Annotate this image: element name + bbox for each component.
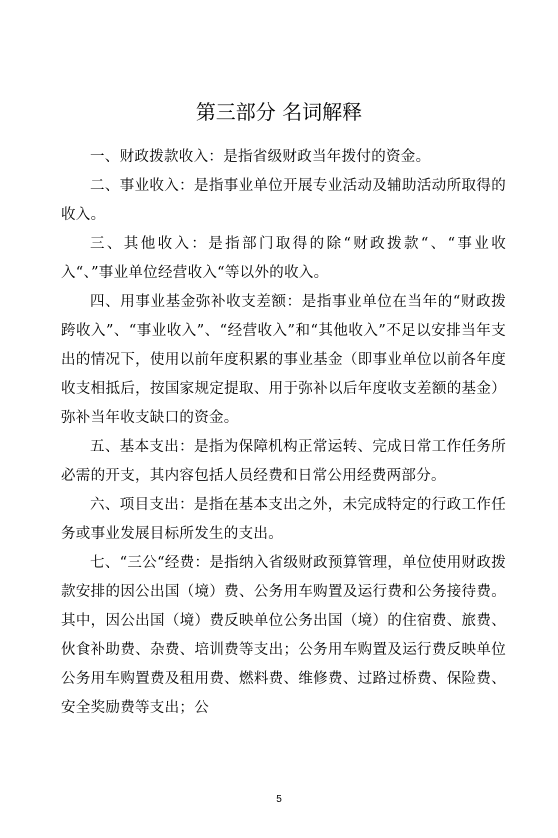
paragraph-project-expenditure: 六、项目支出：是指在基本支出之外，未完成特定的行政工作任务或事业发展目标所发生的支出。 bbox=[61, 497, 506, 542]
section-title: 第三部分 名词解释 bbox=[195, 100, 363, 124]
paragraph-other-income: 三、其他收入：是指部门取得的除“财政拨款“、“事业收入“、”事业单位经营收入“等以外的收入。 bbox=[61, 236, 506, 281]
paragraph-business-fund-supplement: 四、用事业基金弥补收支差额：是指事业单位在当年的“财政拨跨收入”、“事业收入”、“经营收入”和“其他收入”不足以安排当年支出的情况下，使用以前年度积累的事业基金（即事业单位以前各年度收支相抵后，按国家规定提取、用于弥补以后年度收支差额的基金）弥补当年收支缺口的资金。 bbox=[61, 294, 506, 426]
paragraph-fiscal-appropriation-income: 一、财政拨款收入：是指省级财政当年拨付的资金。 bbox=[90, 149, 431, 165]
page-number: 5 bbox=[276, 794, 282, 805]
paragraph-business-income: 二、事业收入：是指事业单位开展专业活动及辅助活动所取得的收入。 bbox=[61, 178, 506, 223]
paragraph-three-public-expenses: 七、“三公“经费：是指纳入省级财政预算管理，单位使用财政拨款安排的因公出国（境）费、公务用车购置及运行费和公务接待费。其中，因公出国（境）费反映单位公务出国（境）的住宿费、旅费、伙食补助费、杂费、培训费等支出；公务用车购置及运行费反映单位公务用车购置费及租用费、燃料费、维修费、过路过桥费、保险费、安全奖励费等支出；公 bbox=[61, 555, 506, 716]
paragraph-basic-expenditure: 五、基本支出：是指为保障机构正常运转、完成日常工作任务所必需的开支，其内容包括人员经费和日常公用经费两部分。 bbox=[61, 439, 506, 484]
document-body bbox=[61, 143, 506, 723]
